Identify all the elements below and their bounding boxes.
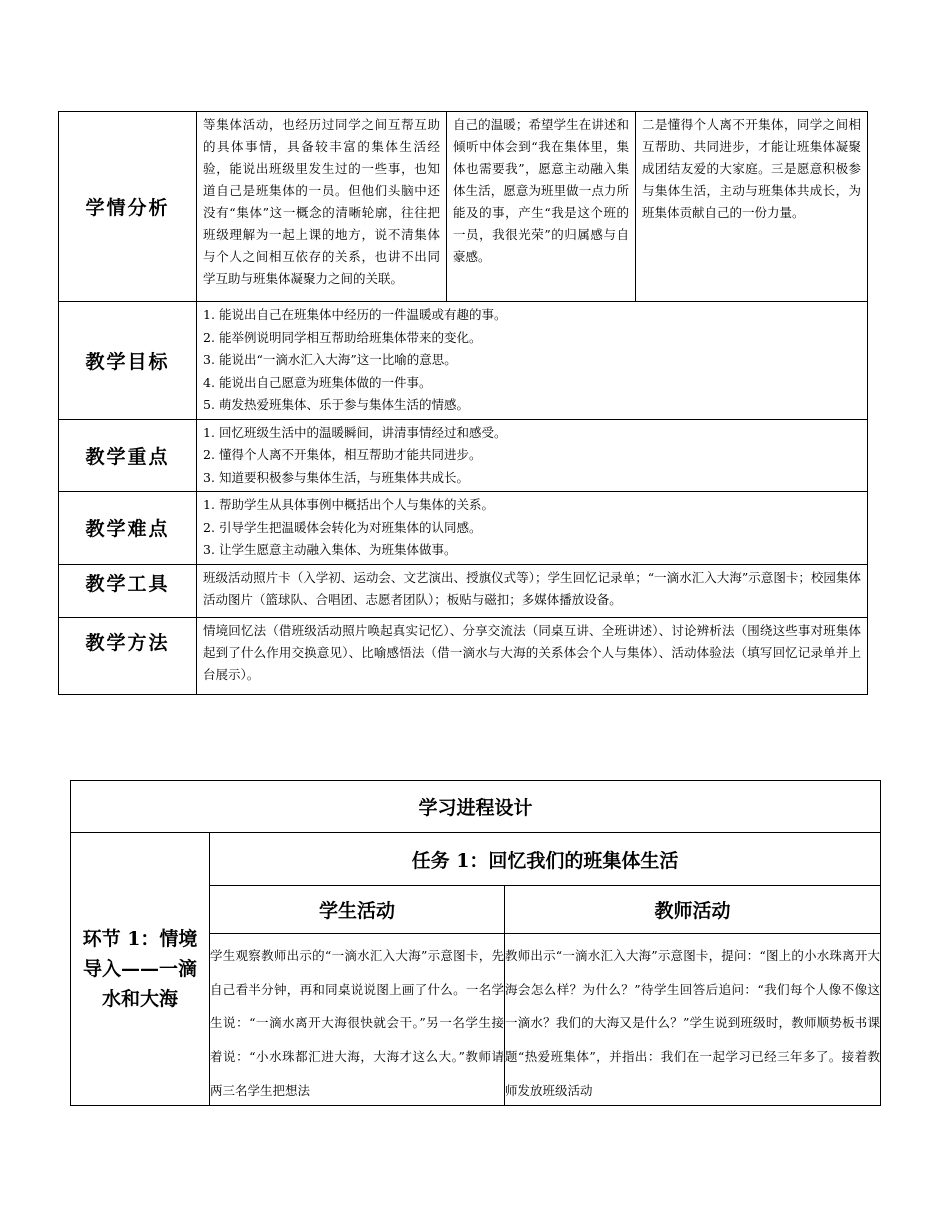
key-point-item: 2. 懂得个人离不开集体，相互帮助才能共同进步。	[203, 447, 482, 462]
teaching-info-table	[58, 111, 868, 695]
process-title-row	[71, 781, 881, 833]
student-activity-cell	[210, 934, 505, 1106]
stage-label: 环节 1：情境导入——一滴水和大海	[71, 833, 210, 1106]
tools-text: 班级活动照片卡（入学初、运动会、文艺演出、授旗仪式等）；学生回忆记录单；“一滴水汇入大海”示意图卡；校园集体活动图片（篮球队、合唱团、志愿者团队）；板贴与磁扣；多媒体播放设备。	[203, 569, 861, 607]
process-title: 学习进程设计	[71, 781, 881, 833]
tools-content	[197, 564, 868, 617]
student-analysis-col1	[197, 112, 447, 302]
methods-text: 情境回忆法（借班级活动照片唤起真实记忆）、分享交流法（同桌互讲、全班讲述）、讨论辨析法（围绕这些事对班集体起到了什么作用交换意见）、比喻感悟法（借一滴水与大海的关系体会个人与集体）、活动体验法（填写回忆记录单并上台展示）。	[203, 622, 861, 682]
tools-row	[59, 564, 868, 617]
student-analysis-text-2: 自己的温暖；希望学生在讲述和倾听中体会到“我在集体里，集体也需要我”，愿意主动融入集体生活，愿意为班里做一点力所能及的事，产生“我是这个班的一员，我很光荣”的归属感与自豪感。	[453, 117, 629, 264]
difficulties-row	[59, 492, 868, 565]
key-points-label-text: 教学重点	[85, 445, 170, 468]
key-point-item: 1. 回忆班级生活中的温暖瞬间，讲清事情经过和感受。	[203, 424, 507, 440]
methods-content	[197, 617, 868, 694]
objective-item: 3. 能说出“一滴水汇入大海”这一比喻的意思。	[203, 352, 457, 367]
objective-item: 1. 能说出自己在班集体中经历的一件温暖或有趣的事。	[203, 307, 507, 322]
student-analysis-col2	[447, 112, 636, 302]
objectives-content	[197, 302, 868, 420]
difficulty-item: 2. 引导学生把温暖体会转化为对班集体的认同感。	[203, 519, 482, 535]
difficulties-content	[197, 492, 868, 565]
difficulties-label-text: 教学难点	[85, 518, 170, 541]
student-analysis-text-3: 二是懂得个人离不开集体，同学之间相互帮助、共同进步，才能让班集体凝聚成团结友爱的大家庭。三是愿意积极参与集体生活，主动与班集体共成长，为班集体贡献自己的一份力量。	[642, 117, 861, 220]
tools-label-text: 教学工具	[85, 572, 170, 595]
student-activity-header: 学生活动	[210, 886, 505, 934]
methods-label-text: 教学方法	[85, 631, 170, 654]
learning-process-table	[70, 780, 881, 1106]
tools-label	[59, 564, 197, 617]
methods-row	[59, 617, 868, 694]
objective-item: 4. 能说出自己愿意为班集体做的一件事。	[203, 374, 432, 390]
key-points-label	[59, 419, 197, 492]
methods-label	[59, 617, 197, 694]
teacher-activity-cell	[505, 934, 881, 1106]
objectives-label-text: 教学目标	[85, 350, 170, 373]
student-analysis-label	[59, 112, 197, 302]
objective-item: 5. 萌发热爱班集体、乐于参与集体生活的情感。	[203, 397, 470, 412]
key-points-row	[59, 419, 868, 492]
student-activity-text: 学生观察教师出示的“一滴水汇入大海”示意图卡，先自己看半分钟，再和同桌说说图上画了什么。一名学生说：“一滴水离开大海很快就会干。”另一名学生接着说：“小水珠都汇进大海，大海才这么大。”教师请两三名学生把想法	[210, 948, 504, 1098]
teacher-activity-text: 教师出示“一滴水汇入大海”示意图卡，提问：“图上的小水珠离开大海会怎么样？为什么？”待学生回答后追问：“我们每个人像不像这一滴水？我们的大海又是什么？”学生说到班级时，教师顺势板书课题“热爱班集体”，并指出：我们在一起学习已经三年多了。接着教师发放班级活动	[505, 948, 881, 1098]
student-analysis-col3	[636, 112, 868, 302]
objectives-label	[59, 302, 197, 420]
student-analysis-label-text: 学情分析	[85, 197, 170, 219]
task-title: 任务 1：回忆我们的班集体生活	[210, 833, 881, 886]
difficulty-item: 1. 帮助学生从具体事例中概括出个人与集体的关系。	[203, 497, 495, 512]
student-analysis-row	[59, 112, 868, 302]
student-analysis-text-1: 等集体活动，也经历过同学之间互帮互助的具体事情，具备较丰富的集体生活经验，能说出班级里发生过的一些事，也知道自己是班集体的一员。但他们头脑中还没有“集体”这一概念的清晰轮廓，往往把班级理解为一起上课的地方，说不清集体与个人之间相互依存的关系，也讲不出同学互助与班集体凝聚力之间的关联。	[203, 117, 440, 286]
task-row	[71, 833, 881, 886]
difficulty-item: 3. 让学生愿意主动融入集体、为班集体做事。	[203, 542, 457, 557]
objectives-row	[59, 302, 868, 420]
key-points-content	[197, 419, 868, 492]
teacher-activity-header: 教师活动	[505, 886, 881, 934]
objective-item: 2. 能举例说明同学相互帮助给班集体带来的变化。	[203, 329, 482, 345]
key-point-item: 3. 知道要积极参与集体生活，与班集体共成长。	[203, 469, 470, 485]
difficulties-label	[59, 492, 197, 565]
